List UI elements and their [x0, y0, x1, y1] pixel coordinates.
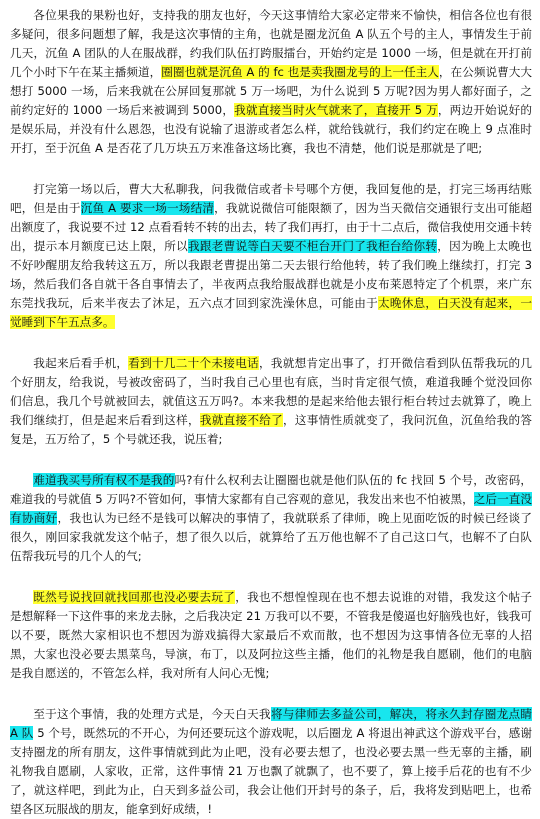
- body-text: 我起来后看手机，: [33, 356, 129, 370]
- highlighted-text-cyan: 难道我买号所有权不是我的: [33, 473, 175, 487]
- body-text: ，这事情性质就变了，我问沉鱼，沉鱼给我的答复是，五万给了，5 个号就还我，说压着;: [10, 413, 533, 446]
- paragraph-5: [10, 588, 532, 683]
- highlighted-text-yellow: 我就直接不给了: [199, 413, 284, 427]
- highlighted-text-yellow: 看到十几二十个未接电话: [128, 356, 259, 370]
- body-text: ，两边开始说好的是娱乐局，并没有什么恩怨，也没有说输了退游或者怎么样，就给钱就行，我们约定在晚上 9 点准时开打，至于沉鱼 A 是否花了几万块五万来准备这场比赛，我也不清楚，他们说是那就是了吧;: [10, 103, 532, 155]
- highlighted-text-yellow: 圈圈也就是沉鱼 A 的 fc 也是卖我圈龙号的上一任主人: [161, 65, 439, 79]
- body-text: 5 个号，既然玩的不开心，为何还要玩这个游戏呢，以后圈龙 A 将退出神武这个游戏平台，感谢支持圈龙的所有朋友，这件事情就到此为止吧，没有必要去想了，也没必要去黑一些无辜的主播，刷礼物我自愿刷，人家收，正常，这件事情 21 万也飘了就飘了，也不要了，算上接手后花的也有不少了，就这样吧，到此为止，白天到多益公司，我会让他们开封号的条子，后，我将发到贴吧上，也希望各区玩服战的朋友，能拿到好成绩，!: [10, 726, 532, 816]
- body-text: 至于这个事情，我的处理方式是，今天白天我: [33, 707, 271, 721]
- highlighted-text-cyan: 沉鱼 A 要求一场一场结清: [80, 201, 215, 215]
- highlighted-text-cyan: 之后一直没有协商好: [10, 492, 532, 525]
- body-text: 各位果我的果粉也好，支持我的朋友也好，今天这事情给大家必定带来不愉快，相信各位也有很多疑问，很多问题想了解，我是这次事情的主角，也就是圈龙沉鱼 A 队五个号的主人，事情发生于前几天，沉鱼 A 团队的人在服战群，约我们队伍打跨服擂台，开始约定是 1000 一场，但是就在开打前几个小时下午在某主播频道，: [10, 8, 532, 79]
- paragraph-2: [10, 180, 532, 332]
- paragraph-6: [10, 705, 532, 819]
- highlighted-text-yellow: 既然号说找回就找回那也没必要去玩了: [33, 590, 236, 604]
- paragraph-3: [10, 354, 532, 449]
- body-text: ，我就说微信可能限额了，因为当天微信交通银行支出可能超出额度了，我说要不过 12 点看看转不转的出去，转了我们再打，由于十二点后，微信我使用交通卡转出，提示本月额度已达上限，所以: [10, 201, 533, 253]
- highlighted-text-yellow: 太晚休息，白天没有起来，一觉睡到下午五点多。: [10, 296, 532, 329]
- paragraph-1: [10, 6, 532, 158]
- paragraph-4: [10, 471, 532, 566]
- body-text: ，因为晚上太晚也不好吵醒朋友给我转这五万，所以我跟老曹提出第二天去银行给他转，转了我们晚上继续打，打完 3 场，然后我们各自就干各自事情去了，半夜两点我给服战群也就是小皮布莱恩特定了个机票，来广东东莞找我玩，后来半夜去了沐足，五六点才回到家洗澡休息，可能由于: [10, 239, 532, 310]
- body-text: 打完第一场以后，曹大大私聊我，问我微信或者卡号哪个方便，我回复他的是，打完三场再结账吧，但是由于: [10, 182, 532, 215]
- highlighted-text-cyan: 我跟老曹说等白天要不柜台开门了我柜台给你转: [188, 239, 438, 253]
- body-text: ，在公频说曹大大想打 5000 一场，后来我就在公屏回复那就 5 万一场吧，为什么说到 5 万呢?因为男人都好面子，之前约定好的 1000 一场后来被调到 5000，: [10, 65, 532, 117]
- body-text: ，我也不想惶惶现在也不想去说谁的对错，我发这个帖子是想解释一下这件事的来龙去脉，之后我决定 21 万我可以不要，不管我是傻逼也好脑残也好，钱我可以不要，既然大家相识也不想因为游戏搞得大家最后不欢而散，也不想因为这事情各位无辜的人招黑，大家也没必要去黑菜鸟，导演，布丁，以及阿拉这些主播，他们的礼物是我自愿刷，他们的电脑是我自愿送的，不管怎么样，我对所有人问心无愧;: [10, 590, 532, 680]
- body-text: ，我也认为已经不是钱可以解决的事情了，我就联系了律师，晚上见面吃饭的时候已经谈了很久，刚回家我就发这个帖子，想了很久以后，就算给了五万他也解不了自己这口气，也解不了白队伍帮我玩号的几个人的气;: [10, 511, 532, 563]
- body-text: 吗?有什么权利去让圈圈也就是他们队伍的 fc 找回 5 个号，改密码，难道我的号就值 5 万吗?不管如何，事情大家都有自己容观的意见，我发出来也不怕被黑，: [10, 473, 532, 506]
- highlighted-text-yellow: 我就直接当时火气就来了，直接开 5 万: [234, 103, 438, 117]
- body-text: ，我就想肯定出事了，打开微信看到队伍帮我玩的几个好朋友，给我说，号被改密码了，当时我自己心里也有底，当时肯定很气愤，难道我睡个觉没回你们信息，我几个号就被回去，就值这五万吗?。本来我想的是起来给他去银行柜台转过去就算了，晚上我们继续打，但是起来后看到这样，: [10, 356, 532, 427]
- highlighted-text-cyan: 将与律师去多益公司，解决，将永久封存圈龙点睛 A 队: [10, 707, 532, 740]
